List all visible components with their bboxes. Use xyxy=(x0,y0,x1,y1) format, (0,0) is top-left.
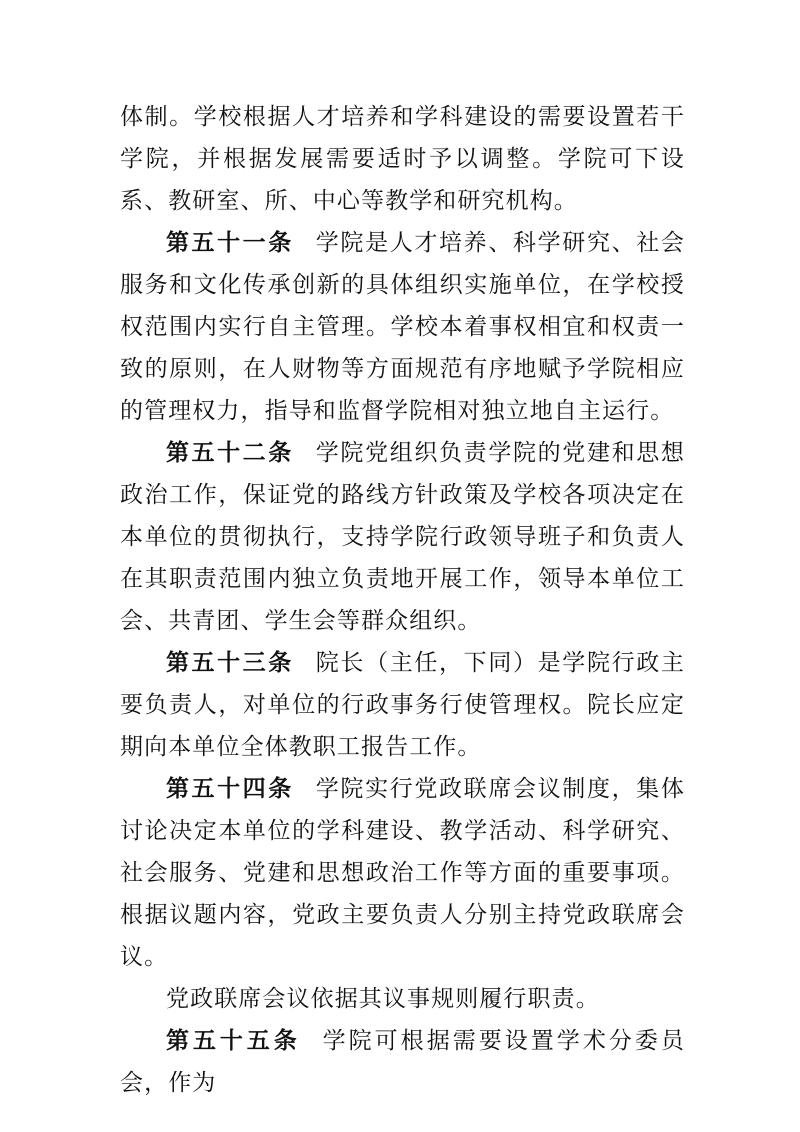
article-53 xyxy=(120,642,685,768)
article-text: 学院党组织负责学院的党建和思想政治工作，保证党的路线方针政策及学校各项决定在本单位的贯彻执行，支持学院行政领导班子和负责人在其职责范围内独立负责地开展工作，领导本单位工会、共青团、学生会等群众组织。 xyxy=(120,440,686,634)
article-number: 第五十三条 xyxy=(166,649,294,676)
article-text: 学院实行党政联席会议制度，集体讨论决定本单位的学科建设、教学活动、科学研究、社会服务、党建和思想政治工作等方面的重要事项。根据议题内容，党政主要负责人分别主持党政联席会议。 xyxy=(120,776,686,970)
article-number: 第五十二条 xyxy=(166,439,294,466)
article-55 xyxy=(120,1020,685,1104)
document-body xyxy=(120,96,685,1104)
article-51 xyxy=(120,222,685,432)
paragraph-continuation xyxy=(120,96,685,222)
article-54 xyxy=(120,768,685,978)
article-text: 学院是人才培养、科学研究、社会服务和文化传承创新的具体组织实施单位，在学校授权范围内实行自主管理。学校本着事权相宜和权责一致的原则，在人财物等方面规范有序地赋予学院相应的管理权力，指导和监督学院相对独立地自主运行。 xyxy=(120,230,686,424)
paragraph-text: 党政联席会议依据其议事规则履行职责。 xyxy=(166,986,600,1012)
article-text: 学院可根据需要设置学术分委员会，作为 xyxy=(120,1028,685,1096)
article-number: 第五十四条 xyxy=(166,775,294,802)
article-number: 第五十一条 xyxy=(166,229,294,256)
paragraph-text: 体制。学校根据人才培养和学科建设的需要设置若干学院，并根据发展需要适时予以调整。学院可下设系、教研室、所、中心等教学和研究机构。 xyxy=(120,104,685,214)
article-number: 第五十五条 xyxy=(166,1027,301,1054)
article-52 xyxy=(120,432,685,642)
paragraph-plain xyxy=(120,978,685,1020)
article-text: 院长（主任，下同）是学院行政主要负责人，对单位的行政事务行使管理权。院长应定期向本单位全体教职工报告工作。 xyxy=(120,650,686,760)
